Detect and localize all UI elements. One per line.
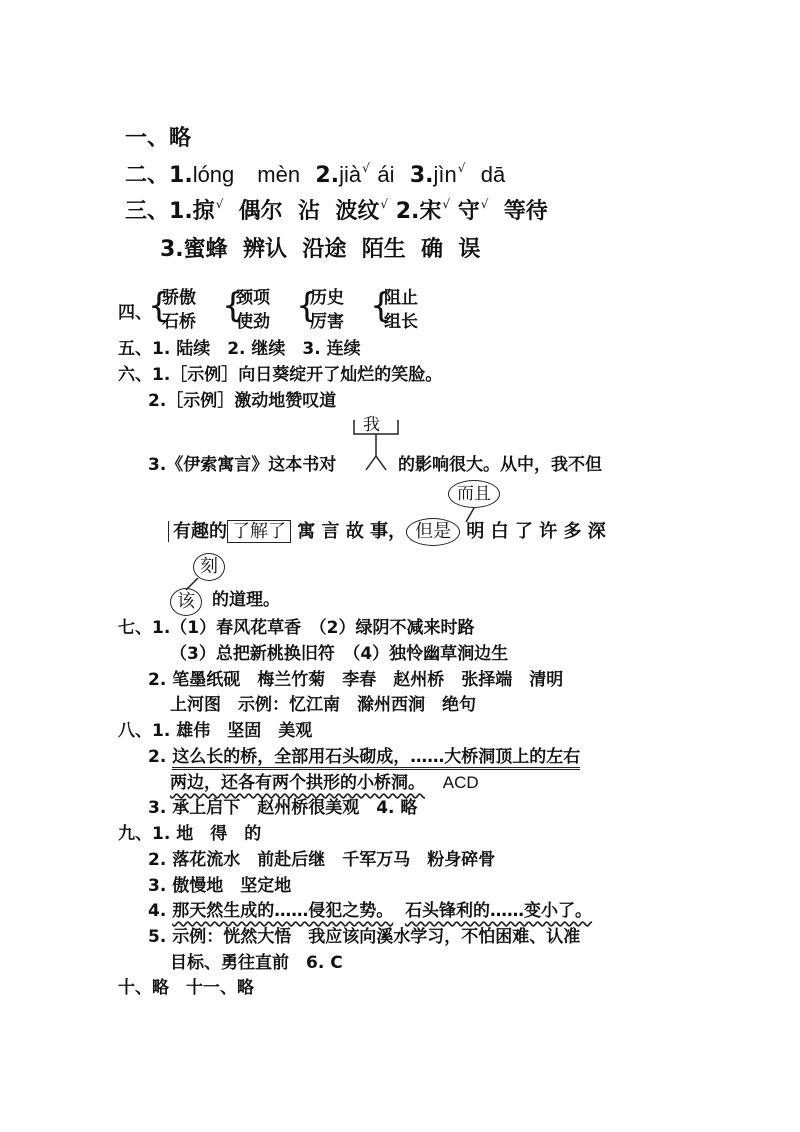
circle-mark bbox=[448, 480, 500, 508]
word: 等待 bbox=[503, 199, 548, 224]
double-underlined-text: 这么长的桥，全部用石头砌成，……大桥洞顶上的左右 bbox=[172, 747, 580, 770]
circle-mark bbox=[193, 553, 225, 581]
answer-3-line1: 三、1.掠√ 偶尔 沾 波纹√ 2.宋√ 守√ 等待 bbox=[125, 197, 548, 224]
answer-10-11: 十、略 十一、略 bbox=[118, 978, 254, 998]
pinyin: dā bbox=[480, 162, 506, 187]
boxed-word: 了解了 bbox=[227, 520, 291, 543]
pinyin: jìn bbox=[433, 162, 457, 187]
answer-9-1: 九、1. 地 得 的 bbox=[118, 824, 262, 844]
word: 误 bbox=[458, 237, 481, 262]
word: 陌生 bbox=[361, 237, 406, 262]
circled-word: 而且 bbox=[448, 480, 500, 508]
word: 波纹 bbox=[335, 199, 380, 224]
choice-answer: ACD bbox=[442, 773, 479, 792]
answer-1: 一、略 bbox=[125, 126, 192, 151]
answer-8-1: 八、1. 雄伟 坚固 美观 bbox=[118, 721, 313, 741]
word: 颈项 bbox=[236, 288, 270, 308]
circled-word: 但是 bbox=[406, 518, 460, 546]
word: 沿途 bbox=[302, 237, 347, 262]
answer-6-3a: 3.《伊索寓言》这本书对 bbox=[148, 455, 337, 475]
answer-6-3d: 的道理。 bbox=[212, 590, 280, 610]
word: 偶尔 bbox=[238, 199, 283, 224]
word: 使劲 bbox=[236, 312, 270, 332]
answer-2-pinyin bbox=[125, 160, 505, 193]
pinyin: mèn bbox=[257, 162, 301, 187]
word: 2.宋 bbox=[395, 199, 442, 224]
answer-9-4 bbox=[148, 900, 592, 922]
word: 确 bbox=[421, 237, 444, 262]
answer-7-1b: （3）总把新桃换旧符 （4）独怜幽草涧边生 bbox=[170, 644, 509, 664]
pinyin: lóng bbox=[192, 162, 235, 187]
word: 石桥 bbox=[162, 312, 196, 332]
word: 阻止 bbox=[384, 288, 418, 308]
item-2: 2. bbox=[315, 163, 340, 188]
item-number: 三、 bbox=[125, 199, 170, 224]
answer-6-3c bbox=[168, 518, 606, 546]
boxed-word: 有趣的 bbox=[168, 521, 227, 542]
text: 明 白 了 许 多 深 bbox=[466, 521, 606, 542]
word: 厉害 bbox=[310, 312, 344, 332]
circle-mark bbox=[170, 588, 202, 616]
answer-7-1: 七、1.（1）春风花草香 （2）绿阴不减来时路 bbox=[118, 618, 475, 638]
brace-icon: { bbox=[370, 286, 392, 326]
wavy-underlined-text: 石头锋利的……变小了。 bbox=[405, 901, 593, 921]
word: 守 bbox=[457, 199, 480, 224]
check-mark-icon: √ bbox=[457, 161, 466, 175]
circled-word: 该 bbox=[170, 588, 202, 616]
brace-icon: { bbox=[148, 286, 170, 326]
item-number: 4. bbox=[148, 901, 173, 921]
answer-8-2 bbox=[148, 746, 580, 768]
answer-6-1: 六、1.［示例］向日葵绽开了灿烂的笑脸。 bbox=[118, 365, 443, 385]
answer-6-2: 2.［示例］激动地赞叹道 bbox=[148, 391, 337, 411]
word: 组长 bbox=[384, 312, 418, 332]
answer-8-3: 3. 承上启下 赵州桥很美观 4. 略 bbox=[148, 798, 418, 818]
answer-3-line2 bbox=[160, 235, 480, 265]
word: 沾 bbox=[298, 199, 321, 224]
answer-9-2: 2. 落花流水 前赴后继 千军万马 粉身碎骨 bbox=[148, 850, 496, 870]
pinyin: ái bbox=[377, 162, 395, 187]
word: 历史 bbox=[310, 288, 344, 308]
answer-8-2b bbox=[170, 772, 479, 794]
word: 3.蜜蜂 bbox=[160, 237, 228, 262]
answer-5: 五、1. 陆续 2. 继续 3. 连续 bbox=[118, 339, 361, 359]
brace-icon: { bbox=[222, 286, 244, 326]
brace-icon: { bbox=[296, 286, 318, 326]
answer-7-2b: 上河图 示例：忆江南 滁州西涧 绝句 bbox=[170, 695, 476, 715]
answer-6-3b: 的影响很大。从中，我不但 bbox=[398, 455, 602, 475]
check-mark-icon: √ bbox=[362, 161, 370, 175]
item-number: 二、 bbox=[125, 163, 170, 188]
wavy-underlined-text: 那天然生成的……侵犯之势。 bbox=[172, 901, 394, 921]
answer-9-3: 3. 傲慢地 坚定地 bbox=[148, 876, 292, 896]
circled-word: 刻 bbox=[193, 553, 225, 581]
item-3: 3. bbox=[409, 163, 434, 188]
item-number: 2. bbox=[148, 747, 173, 767]
inserted-word: 我 bbox=[363, 415, 380, 435]
answer-7-2: 2. 笔墨纸砚 梅兰竹菊 李春 赵州桥 张择端 清明 bbox=[148, 670, 564, 690]
item-1: 1. bbox=[169, 163, 193, 188]
wavy-underlined-text: 两边，还各有两个拱形的小桥洞。 bbox=[170, 773, 425, 793]
text: 寓 言 故 事， bbox=[297, 521, 407, 542]
word: 辨认 bbox=[243, 237, 288, 262]
pinyin: jià bbox=[339, 162, 362, 187]
word: 1.掠 bbox=[169, 199, 215, 224]
answer-4-label: 四、 bbox=[118, 303, 152, 323]
answer-9-5b: 目标、勇往直前 6. C bbox=[170, 953, 343, 973]
word: 骄傲 bbox=[162, 288, 196, 308]
answer-9-5: 5. 示例：恍然大悟 我应该向溪水学习，不怕困难、认准 bbox=[148, 927, 581, 947]
